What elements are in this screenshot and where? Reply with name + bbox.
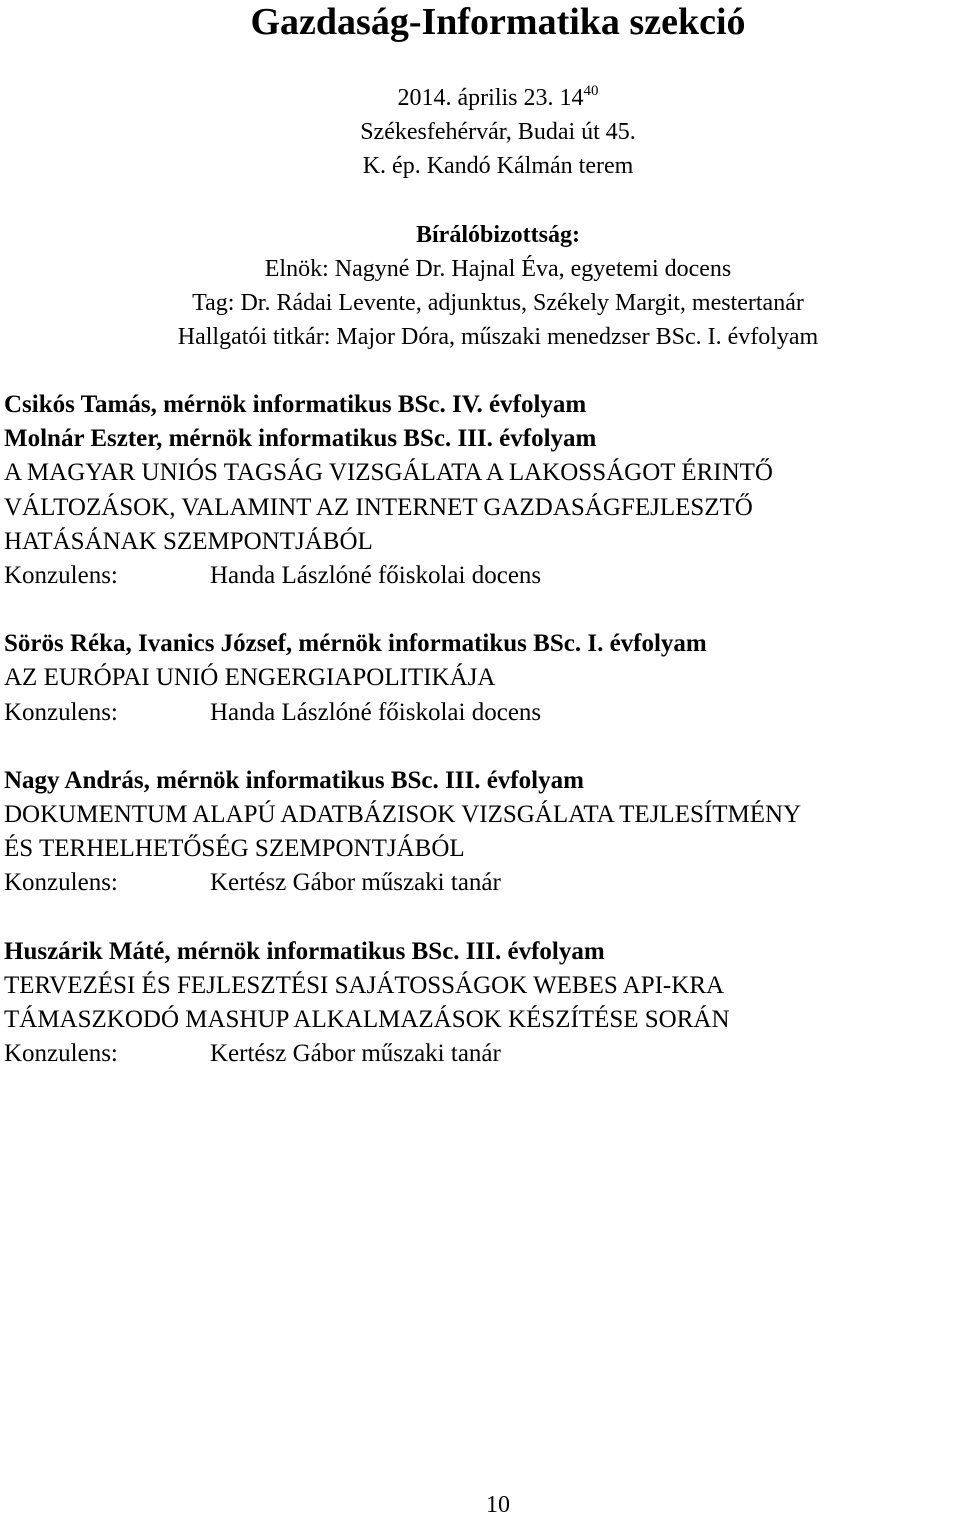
presentation-entry	[4, 627, 960, 730]
presentation-title: TÁMASZKODÓ MASHUP ALKALMAZÁSOK KÉSZÍTÉSE SORÁN	[4, 1006, 730, 1034]
session-room: K. ép. Kandó Kálmán terem	[362, 153, 634, 179]
consultant-name: Handa Lászlóné főiskolai docens	[210, 698, 542, 726]
presentation-list	[4, 388, 960, 1105]
presentation-title: A MAGYAR UNIÓS TAGSÁG VIZSGÁLATA A LAKOSSÁGOT ÉRINTŐ	[4, 459, 773, 487]
presentation-title: VÁLTOZÁSOK, VALAMINT AZ INTERNET GAZDASÁGFEJLESZTŐ	[4, 493, 753, 521]
consultant-label: Konzulens:	[4, 869, 118, 897]
consultant-label: Konzulens:	[4, 562, 118, 590]
presentation-author: Csikós Tamás, mérnök informatikus BSc. IV. évfolyam	[4, 391, 587, 418]
presentation-entry	[4, 764, 960, 901]
committee-chair: Elnök: Nagyné Dr. Hajnal Éva, egyetemi docens	[264, 256, 732, 282]
consultant-label: Konzulens:	[4, 698, 118, 726]
presentation-title: DOKUMENTUM ALAPÚ ADATBÁZISOK VIZSGÁLATA TEJLESÍTMÉNY	[4, 801, 802, 829]
presentation-title: HATÁSÁNAK SZEMPONTJÁBÓL	[4, 527, 373, 555]
consultant-line	[4, 559, 960, 593]
session-date: 2014. április 23. 14	[397, 85, 584, 111]
presentation-entry	[4, 935, 960, 1072]
presentation-author: Molnár Eszter, mérnök informatikus BSc. III. évfolyam	[4, 425, 597, 453]
presentation-author: Huszárik Máté, mérnök informatikus BSc. III. évfolyam	[4, 937, 605, 965]
presentation-title: ÉS TERHELHETŐSÉG SZEMPONTJÁBÓL	[4, 835, 465, 863]
consultant-name: Kertész Gábor műszaki tanár	[210, 869, 501, 897]
consultant-line	[4, 1037, 960, 1071]
presentation-title: TERVEZÉSI ÉS FEJLESZTÉSI SAJÁTOSSÁGOK WEBES API-KRA	[4, 971, 725, 999]
presentation-entry	[4, 388, 960, 593]
session-location: Székesfehérvár, Budai út 45.	[360, 119, 636, 145]
committee-heading: Bírálóbizottság:	[416, 222, 580, 248]
consultant-label: Konzulens:	[4, 1040, 118, 1068]
presentation-author: Nagy András, mérnök informatikus BSc. III. évfolyam	[4, 766, 584, 794]
presentation-title: AZ EURÓPAI UNIÓ ENGERGIAPOLITIKÁJA	[4, 664, 496, 692]
committee-secretary: Hallgatói titkár: Major Dóra, műszaki menedzser BSc. I. évfolyam	[177, 324, 819, 350]
committee-member: Tag: Dr. Rádai Levente, adjunktus, Székely Margit, mestertanár	[192, 290, 804, 316]
consultant-name: Handa Lászlóné főiskolai docens	[210, 562, 542, 590]
consultant-line	[4, 696, 960, 730]
session-time-superscript: 40	[583, 83, 599, 99]
session-date-time	[0, 81, 960, 115]
presentation-author: Sörös Réka, Ivanics József, mérnök informatikus BSc. I. évfolyam	[4, 630, 707, 658]
consultant-name: Kertész Gábor műszaki tanár	[210, 1040, 501, 1068]
page-number: 10	[486, 1492, 510, 1518]
page-title: Gazdaság-Informatika szekció	[250, 1, 746, 43]
consultant-line	[4, 866, 960, 900]
